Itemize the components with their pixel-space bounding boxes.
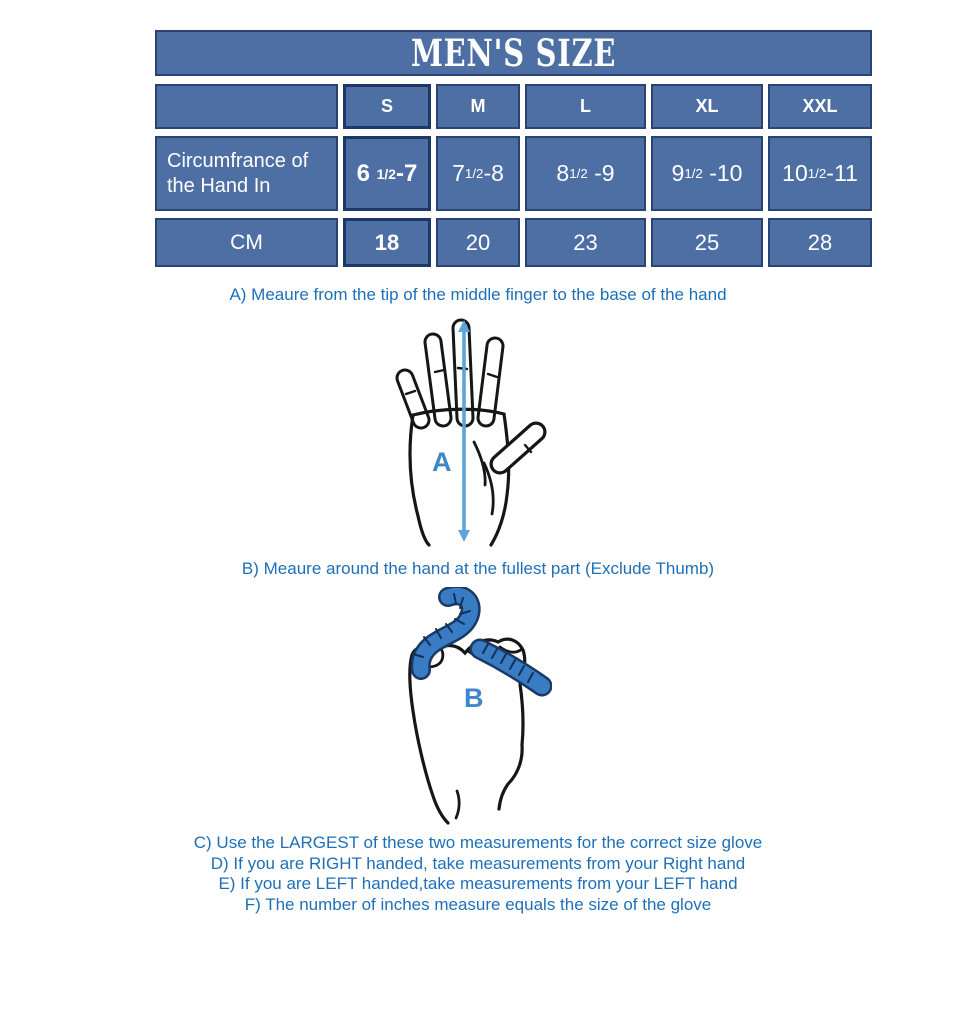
cm-value-s: 18 <box>343 218 431 267</box>
value-tail: -8 <box>483 160 504 186</box>
fist-hand-illustration <box>396 587 552 825</box>
value-fraction: 1/2 <box>807 166 827 181</box>
figure-a-label: A <box>432 447 452 477</box>
cm-value-xl: 25 <box>651 218 763 267</box>
value-lead: 6 <box>356 159 377 187</box>
cm-value-m: 20 <box>436 218 520 267</box>
instruction-a: A) Meaure from the tip of the middle finger to the base of the hand <box>229 285 727 304</box>
inches-row-label: Circumfrance of the Hand In <box>155 136 338 211</box>
palm-measure-figure <box>388 314 552 548</box>
instruction-d: D) If you are RIGHT handed, take measurements from your Right hand <box>210 853 746 873</box>
value-fraction: 1/2 <box>464 166 484 181</box>
value-fraction: 1/2 <box>684 166 703 181</box>
circumference-measure-figure <box>396 587 552 825</box>
size-grid <box>155 84 872 267</box>
value-lead: 7 <box>452 160 465 186</box>
table-title: MEN'S SIZE <box>410 31 617 75</box>
cm-row-label: CM <box>155 218 338 267</box>
value-fraction: 1/2 <box>376 165 396 182</box>
value-tail: -9 <box>587 160 615 186</box>
value-tail: -7 <box>396 159 418 187</box>
instruction-f: F) The number of inches measure equals the size of the glove <box>244 894 712 914</box>
size-header-m: M <box>436 84 520 129</box>
instruction-c: C) Use the LARGEST of these two measurements for the correct size glove <box>193 833 763 852</box>
value-tail: -10 <box>702 160 743 186</box>
figure-b-label: B <box>464 683 484 713</box>
corner-cell <box>155 84 338 129</box>
instruction-b: B) Meaure around the hand at the fullest part (Exclude Thumb) <box>241 559 715 578</box>
size-header-xl: XL <box>651 84 763 129</box>
size-header-l: L <box>525 84 646 129</box>
open-hand-illustration <box>388 314 552 548</box>
value-lead: 10 <box>782 160 808 186</box>
value-lead: 9 <box>671 160 685 186</box>
value-fraction: 1/2 <box>569 166 588 181</box>
inches-value-l <box>525 136 646 211</box>
inches-value-s <box>343 136 431 211</box>
fingers <box>405 328 495 420</box>
size-header-xxl: XXL <box>768 84 872 129</box>
value-lead: 8 <box>556 160 570 186</box>
mens-size-table <box>155 30 872 267</box>
instruction-e: E) If you are LEFT handed,take measurements from your LEFT hand <box>218 874 738 893</box>
inches-value-xxl <box>768 136 872 211</box>
instruction-list <box>0 833 956 915</box>
inches-value-xl <box>651 136 763 211</box>
value-tail: -11 <box>826 160 858 186</box>
size-header-s: S <box>343 84 431 129</box>
cm-value-xxl: 28 <box>768 218 872 267</box>
table-title-bar <box>155 30 872 76</box>
inches-value-m <box>436 136 520 211</box>
cm-value-l: 23 <box>525 218 646 267</box>
